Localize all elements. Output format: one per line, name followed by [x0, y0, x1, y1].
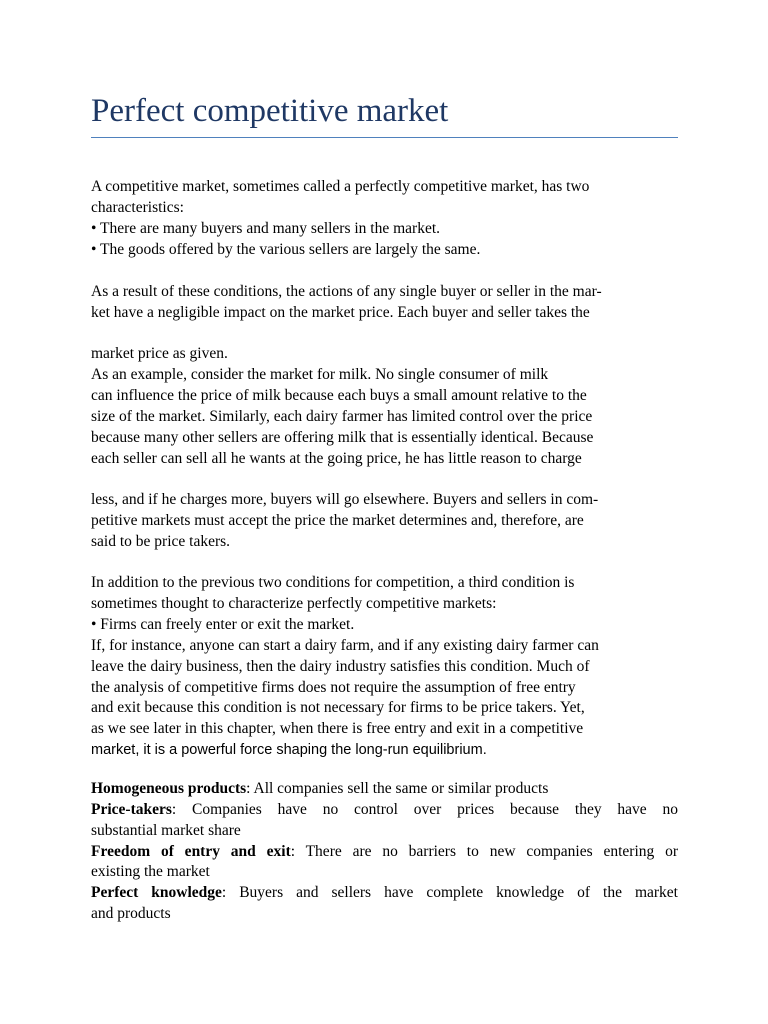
page-title: Perfect competitive market	[91, 93, 449, 129]
definition-freedom-of-entry	[91, 842, 678, 862]
paragraph-5-line-2: sometimes thought to characterize perfectly competitive markets:	[91, 595, 497, 612]
paragraph-5-line-9: market, it is a powerful force shaping the long-run equilibrium.	[91, 742, 487, 758]
paragraph-1-bullet-2: • The goods offered by the various sellers are largely the same.	[91, 241, 481, 258]
definition-price-takers	[91, 800, 678, 820]
paragraph-1-line-2: characteristics:	[91, 199, 184, 216]
paragraph-5-line-7: and exit because this condition is not necessary for firms to be price takers. Yet,	[91, 699, 585, 716]
paragraph-3-line-1: market price as given.	[91, 345, 228, 362]
paragraph-4-line-2: petitive markets must accept the price the market determines and, therefore, are	[91, 512, 584, 529]
definition-term: Price-takers	[91, 801, 172, 818]
definition-price-takers-continued: substantial market share	[91, 822, 241, 839]
definition-text: : There are no barriers to new companies entering or	[290, 843, 678, 860]
definition-term: Freedom of entry and exit	[91, 843, 291, 860]
paragraph-3-line-6: each seller can sell all he wants at the going price, he has little reason to charge	[91, 450, 582, 467]
paragraph-3-line-5: because many other sellers are offering milk that is essentially identical. Because	[91, 429, 594, 446]
paragraph-2-line-2: ket have a negligible impact on the market price. Each buyer and seller takes the	[91, 304, 590, 321]
paragraph-4-line-3: said to be price takers.	[91, 533, 231, 550]
definition-perfect-knowledge-continued: and products	[91, 905, 171, 922]
paragraph-3-line-4: size of the market. Similarly, each dairy farmer has limited control over the price	[91, 408, 593, 425]
paragraph-5-line-5: leave the dairy business, then the dairy industry satisfies this condition. Much of	[91, 658, 590, 675]
paragraph-3-line-2: As an example, consider the market for milk. No single consumer of milk	[91, 366, 549, 383]
paragraph-5-line-4: If, for instance, anyone can start a dairy farm, and if any existing dairy farmer can	[91, 637, 599, 654]
paragraph-5-bullet: • Firms can freely enter or exit the market.	[91, 616, 355, 633]
paragraph-4-line-1: less, and if he charges more, buyers will go elsewhere. Buyers and sellers in com-	[91, 491, 599, 508]
title-underline	[91, 137, 678, 138]
paragraph-5-line-1: In addition to the previous two conditions for competition, a third condition is	[91, 574, 575, 591]
paragraph-5-line-8: as we see later in this chapter, when there is free entry and exit in a competitive	[91, 720, 584, 737]
definition-term: Perfect knowledge	[91, 884, 222, 901]
definition-text: : Buyers and sellers have complete knowledge of the market	[221, 884, 678, 901]
paragraph-1-bullet-1: • There are many buyers and many sellers in the market.	[91, 220, 441, 237]
paragraph-1-line-1: A competitive market, sometimes called a perfectly competitive market, has two	[91, 178, 590, 195]
paragraph-2-line-1: As a result of these conditions, the actions of any single buyer or seller in the mar-	[91, 283, 602, 300]
definition-homogeneous-products	[91, 779, 678, 799]
definition-text: : All companies sell the same or similar products	[246, 780, 549, 797]
paragraph-3-line-3: can influence the price of milk because each buys a small amount relative to the	[91, 387, 587, 404]
definition-term: Homogeneous products	[91, 780, 247, 797]
definition-perfect-knowledge	[91, 883, 678, 903]
definition-text: : Companies have no control over prices because they have no	[171, 801, 678, 818]
definition-freedom-of-entry-continued: existing the market	[91, 863, 210, 880]
paragraph-5-line-6: the analysis of competitive firms does not require the assumption of free entry	[91, 679, 576, 696]
